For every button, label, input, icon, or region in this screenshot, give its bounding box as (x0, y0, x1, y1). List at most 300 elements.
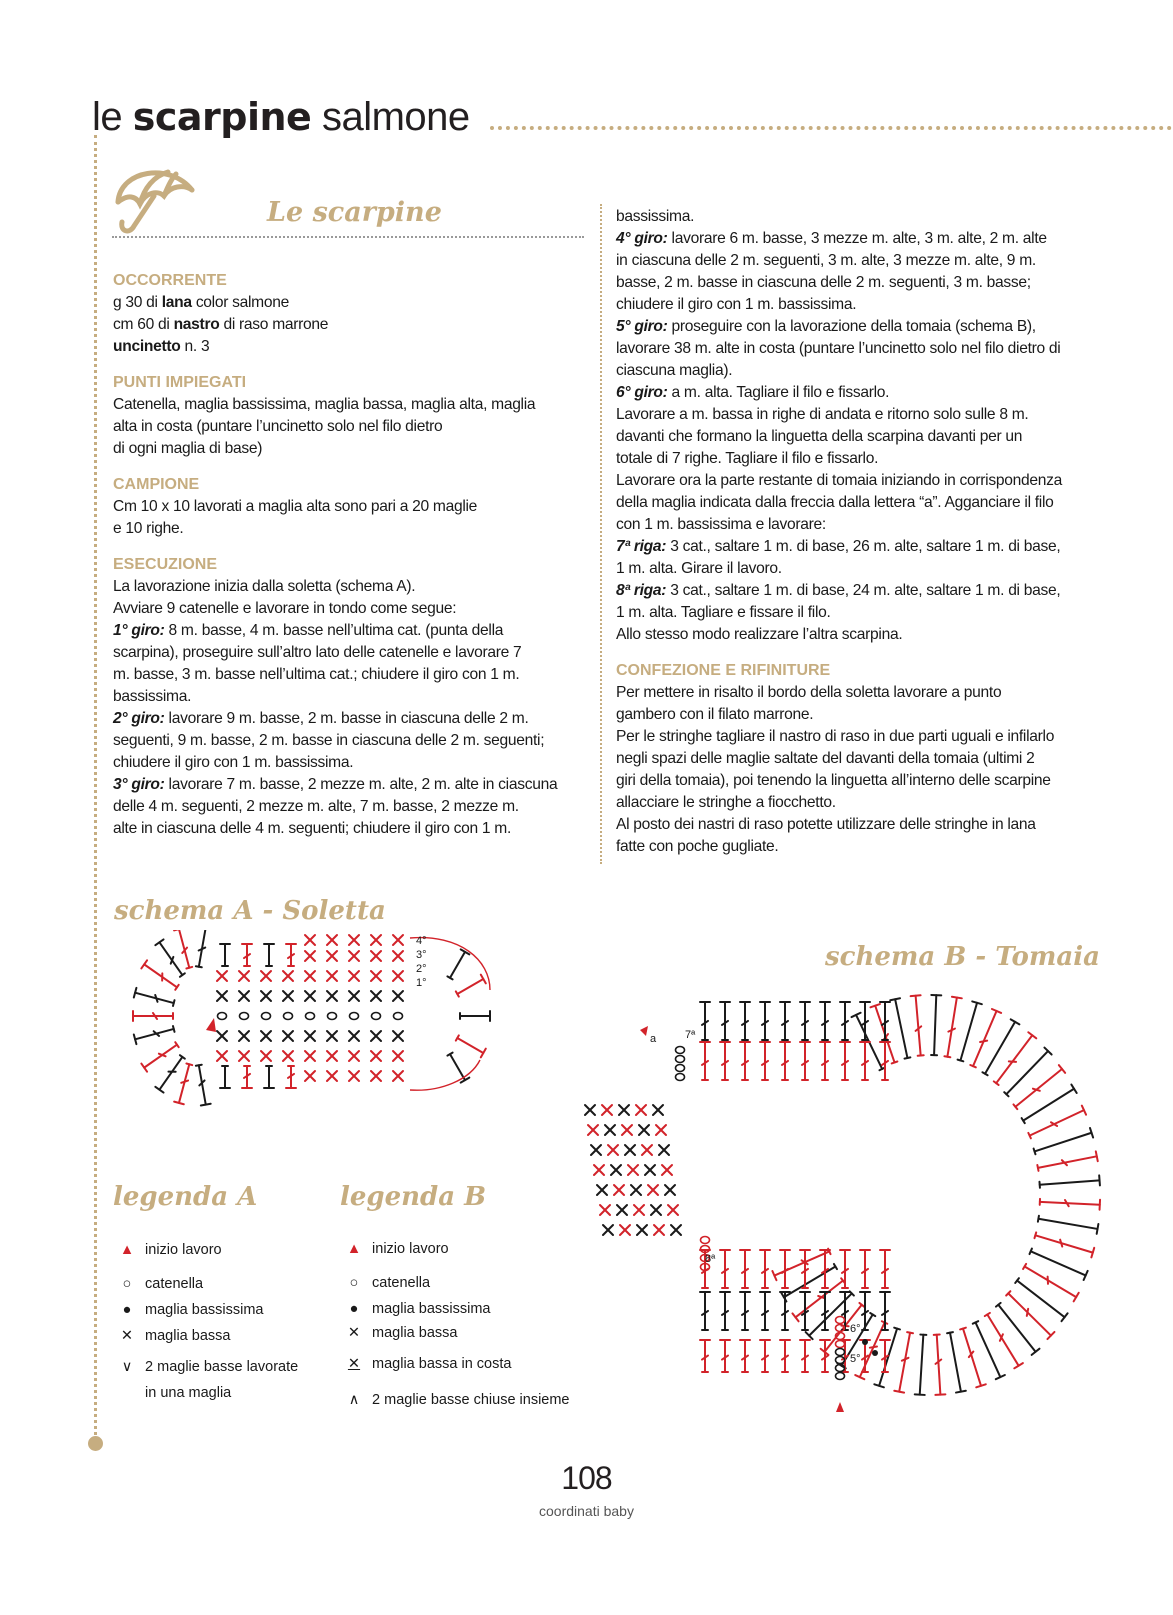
single-crochet-mark (283, 971, 293, 981)
round-label: 4° (416, 935, 427, 947)
double-crochet-mark (760, 1042, 770, 1080)
double-crochet-mark (242, 1066, 252, 1088)
single-crochet-mark (349, 1031, 359, 1041)
double-crochet-mark (800, 1292, 810, 1330)
single-crochet-mark (393, 1031, 403, 1041)
single-crochet-mark (393, 971, 403, 981)
single-crochet-mark (634, 1205, 644, 1215)
double-crochet-mark (860, 1042, 870, 1080)
double-crochet-mark (155, 1054, 186, 1093)
text-line: della maglia indicata dalla freccia dalla lettera “a”. Agganciare il filo (616, 494, 1054, 511)
single-crochet-mark (305, 991, 315, 1001)
confezione-line: allacciare le stringhe a fiocchetto. (616, 794, 836, 811)
confezione-line: giri della tomaia), poi tenendo la linguetta all’interno delle scarpine (616, 772, 1051, 789)
single-crochet-mark (620, 1225, 630, 1235)
text-line: con 1 m. bassissima e lavorare: (616, 516, 826, 533)
double-crochet-mark (890, 998, 912, 1059)
legenda-b-title: legenda B (340, 1182, 487, 1212)
chain-mark (306, 1013, 315, 1020)
row-label: 8ª (705, 1253, 716, 1265)
double-crochet-mark (992, 1032, 1036, 1086)
legend-row: ● maglia bassissima (113, 1300, 264, 1320)
section-divider (112, 236, 584, 238)
double-crochet-mark (194, 1064, 211, 1105)
start-triangle (206, 1018, 216, 1032)
double-crochet-mark (242, 944, 252, 966)
single-crochet-mark (628, 1165, 638, 1175)
round-3-line: 3° giro: lavorare 7 m. basse, 2 mezze m. alte, 2 m. alte in ciascuna (113, 776, 558, 793)
punti-line: Catenella, maglia bassissima, maglia bassa, maglia alta, maglia (113, 396, 536, 413)
single-crochet-mark (662, 1165, 672, 1175)
double-crochet-mark (806, 1290, 856, 1339)
single-crochet-mark (261, 991, 271, 1001)
umbrella-icon (110, 160, 200, 240)
legend-row: ∧ 2 maglie basse chiuse insieme (340, 1390, 570, 1410)
double-crochet-mark (932, 1334, 946, 1394)
book-title: coordinati baby (539, 1503, 634, 1519)
v-icon: ∨ (121, 1359, 133, 1375)
chain-mark (218, 1013, 227, 1020)
double-crochet-mark (194, 930, 211, 968)
single-crochet-mark (349, 1071, 359, 1081)
single-crochet-mark (588, 1125, 598, 1135)
double-crochet-mark (740, 1292, 750, 1330)
double-crochet-mark (983, 1312, 1023, 1368)
single-crochet-mark (594, 1165, 604, 1175)
double-crochet-mark (760, 1340, 770, 1372)
single-crochet-mark (636, 1105, 646, 1115)
esecuzione-line: La lavorazione inizia dalla soletta (schema A). (113, 578, 416, 595)
occorrente-line: cm 60 di nastro di raso marrone (113, 316, 329, 333)
single-crochet-mark (305, 1071, 315, 1081)
single-crochet-mark (637, 1225, 647, 1235)
single-crochet-mark (217, 991, 227, 1001)
single-crochet-mark (671, 1225, 681, 1235)
triangle-icon: ▲ (119, 1242, 135, 1258)
row-8-line: 1 m. alta. Tagliare e fissare il filo. (616, 604, 831, 621)
double-crochet-mark (264, 1066, 274, 1088)
punti-line: alta in costa (puntare l’uncinetto solo nel filo dietro (113, 418, 443, 435)
double-crochet-mark (134, 1024, 175, 1044)
single-crochet-mark (642, 1145, 652, 1155)
round-1-line: m. basse, 3 m. basse nell’ultima cat.; chiudere il giro con 1 m. (113, 666, 520, 683)
chain-mark (836, 1373, 845, 1380)
round-4-line: chiudere il giro con 1 m. bassissima. (616, 296, 857, 313)
double-crochet-mark (780, 1250, 790, 1288)
chain-mark (372, 1013, 381, 1020)
single-crochet-mark (239, 971, 249, 981)
double-crochet-mark (1038, 1214, 1099, 1234)
single-crochet-mark (349, 991, 359, 1001)
legend-row: in una maglia (145, 1385, 232, 1401)
round-2-line: seguenti, 9 m. basse, 2 m. basse in ciascuna delle 2 m. seguenti; (113, 732, 545, 749)
single-crochet-mark (608, 1145, 618, 1155)
single-crochet-mark (283, 991, 293, 1001)
title-divider (490, 126, 1172, 130)
double-crochet-mark (141, 960, 180, 991)
row-label: 7ª (685, 1029, 696, 1041)
single-crochet-mark (327, 1031, 337, 1041)
chain-mark (284, 1013, 293, 1020)
margin-line-end-dot (88, 1436, 103, 1451)
round-label: 2° (416, 963, 427, 975)
chain-mark (676, 1074, 685, 1081)
double-crochet-mark (174, 930, 194, 969)
double-crochet-mark (740, 1250, 750, 1288)
double-crochet-mark (1039, 1175, 1100, 1189)
legend-row: ✕ maglia bassa in costa (340, 1354, 511, 1374)
chain-mark (394, 1013, 403, 1020)
text-line: Lavorare a m. bassa in righe di andata e ritorno solo sulle 8 m. (616, 406, 1029, 423)
occorrente-line: g 30 di lana color salmone (113, 294, 289, 311)
double-crochet-mark (880, 1292, 890, 1330)
single-crochet-mark (217, 971, 227, 981)
double-crochet-mark (155, 939, 186, 978)
schema-a-title: schema A - Soletta (114, 896, 386, 926)
cross-icon: ✕ (120, 1328, 134, 1344)
single-crochet-mark (327, 1071, 337, 1081)
chain-mark (836, 1341, 845, 1348)
double-crochet-mark (820, 1340, 830, 1372)
double-crochet-mark (720, 1340, 730, 1372)
double-crochet-mark (760, 1002, 770, 1040)
single-crochet-mark (349, 1051, 359, 1061)
schema-b-title: schema B - Tomaia (825, 942, 1100, 972)
chain-mark (676, 1047, 685, 1054)
double-crochet-mark (1003, 1048, 1052, 1098)
round-5-line: ciascuna maglia). (616, 362, 733, 379)
double-crochet-mark (942, 997, 961, 1058)
double-crochet-mark (800, 1042, 810, 1080)
round-4-line: in ciascuna delle 2 m. seguenti, 3 m. alte, 3 mezze m. alte, 9 m. (616, 252, 1036, 269)
round-6-line: 6° giro: a m. alta. Tagliare il filo e fissarlo. (616, 384, 890, 401)
single-crochet-mark (668, 1205, 678, 1215)
chain-mark (350, 1013, 359, 1020)
single-crochet-mark (349, 951, 359, 961)
double-crochet-mark (800, 1002, 810, 1040)
legend-row: ○ catenella (340, 1273, 430, 1293)
campione-line: Cm 10 x 10 lavorati a maglia alta sono pari a 20 maglie (113, 498, 478, 515)
single-crochet-mark (622, 1125, 632, 1135)
double-crochet-mark (760, 1292, 770, 1330)
double-crochet-mark (174, 1063, 194, 1104)
text-line: davanti che formano la linguetta della scarpina davanti per un (616, 428, 1023, 445)
double-crochet-mark (740, 1002, 750, 1040)
double-crochet-mark (1034, 1231, 1094, 1258)
punti-line: di ogni maglia di base) (113, 440, 263, 457)
legend-row: ✕ maglia bassa (113, 1326, 230, 1346)
double-crochet-mark (134, 988, 175, 1008)
text-line: Allo stesso modo realizzare l’altra scarpina. (616, 626, 903, 643)
single-crochet-mark (614, 1185, 624, 1195)
single-crochet-mark (327, 951, 337, 961)
double-crochet-mark (800, 1340, 810, 1372)
single-crochet-mark (585, 1105, 595, 1115)
round-5-line: 5° giro: proseguire con la lavorazione della tomaia (schema B), (616, 318, 1036, 335)
legenda-a (113, 1240, 333, 1420)
double-crochet-mark (460, 1011, 490, 1021)
single-crochet-mark (605, 1125, 615, 1135)
legend-row: ✕ maglia bassa (340, 1323, 457, 1343)
double-crochet-mark (929, 995, 941, 1055)
single-crochet-mark (305, 971, 315, 981)
double-crochet-mark (700, 1042, 710, 1080)
double-crochet-mark (220, 944, 230, 966)
margin-dotted-line (94, 135, 97, 1435)
double-crochet-mark (720, 1292, 730, 1330)
double-crochet-mark (780, 1340, 790, 1372)
double-crochet-mark (792, 1277, 846, 1322)
chain-mark (701, 1237, 710, 1244)
round-3-line: delle 4 m. seguenti, 2 mezze m. alte, 7 m. basse, 2 mezze m. (113, 798, 519, 815)
legend-row: ○ catenella (113, 1274, 203, 1294)
double-crochet-mark (780, 1002, 790, 1040)
chain-mark (836, 1349, 845, 1356)
right-column (616, 206, 1096, 858)
single-crochet-mark (217, 1031, 227, 1041)
double-crochet-mark (880, 1340, 890, 1372)
single-crochet-mark (600, 1205, 610, 1215)
occorrente-line: uncinetto n. 3 (113, 338, 210, 355)
chain-mark (676, 1065, 685, 1072)
single-crochet-mark (654, 1225, 664, 1235)
single-crochet-mark (603, 1225, 613, 1235)
double-crochet-mark (860, 1292, 870, 1330)
single-crochet-mark (349, 935, 359, 945)
row-label: 5° (850, 1353, 861, 1365)
double-crochet-mark (840, 1002, 850, 1040)
text-line: bassissima. (616, 208, 695, 225)
single-crochet-mark (349, 971, 359, 981)
confezione-heading: CONFEZIONE E RIFINITURE (616, 662, 831, 679)
single-crochet-mark (371, 991, 381, 1001)
single-crochet-mark (597, 1185, 607, 1195)
single-crochet-mark (283, 1031, 293, 1041)
punti-heading: PUNTI IMPIEGATI (113, 374, 247, 391)
cross-icon: ✕ (347, 1325, 361, 1341)
double-crochet-mark (220, 1066, 230, 1088)
round-4-line: 4° giro: lavorare 6 m. basse, 3 mezze m. alte, 3 m. alte, 2 m. alte (616, 230, 1047, 247)
double-crochet-mark (820, 1042, 830, 1080)
double-crochet-mark (1005, 1290, 1055, 1339)
double-crochet-mark (133, 1011, 173, 1021)
single-crochet-mark (327, 1051, 337, 1061)
row-label: a (650, 1033, 657, 1045)
round-2-line: 2° giro: lavorare 9 m. basse, 2 m. basse in ciascuna delle 2 m. (113, 710, 529, 727)
double-crochet-mark (860, 1002, 870, 1040)
round-1-line: 1° giro: 8 m. basse, 4 m. basse nell’ultima cat. (punta della (113, 622, 504, 639)
single-crochet-mark (651, 1205, 661, 1215)
single-crochet-mark (305, 1031, 315, 1041)
double-crochet-mark (740, 1042, 750, 1080)
row-7-line: 1 m. alta. Girare il lavoro. (616, 560, 782, 577)
campione-heading: CAMPIONE (113, 476, 200, 493)
single-crochet-mark (656, 1125, 666, 1135)
double-crochet-mark (1012, 1065, 1065, 1111)
chain-mark (676, 1056, 685, 1063)
double-crochet-mark (740, 1340, 750, 1372)
legend-row: ▲ inizio lavoro (340, 1239, 449, 1259)
single-crochet-mark (617, 1205, 627, 1215)
single-crochet-mark (371, 1071, 381, 1081)
legenda-a-title: legenda A (113, 1182, 258, 1212)
round-3-line: alte in ciascuna delle 4 m. seguenti; chiudere il giro con 1 m. (113, 820, 512, 837)
cross-underline-icon: ✕ (347, 1356, 361, 1372)
round-2-line: chiudere il giro con 1 m. bassissima. (113, 754, 354, 771)
double-crochet-mark (720, 1250, 730, 1288)
double-crochet-mark (700, 1340, 710, 1372)
legend-row: ● maglia bassissima (340, 1299, 491, 1319)
chain-mark (262, 1013, 271, 1020)
double-crochet-mark (945, 1332, 966, 1393)
single-crochet-mark (239, 1051, 249, 1061)
double-crochet-mark (1027, 1106, 1086, 1141)
double-crochet-mark (915, 1334, 929, 1394)
single-crochet-mark (393, 1051, 403, 1061)
legend-row: ▲ inizio lavoro (113, 1240, 222, 1260)
confezione-line: Per mettere in risalto il bordo della soletta lavorare a punto (616, 684, 1002, 701)
single-crochet-mark (653, 1105, 663, 1115)
circle-icon: ○ (122, 1276, 132, 1292)
double-crochet-mark (720, 1042, 730, 1080)
single-crochet-mark (305, 1051, 315, 1061)
row-7-line: 7ª riga: 3 cat., saltare 1 m. di base, 26 m. alte, saltare 1 m. di base, (616, 538, 1061, 555)
circle-icon: ○ (349, 1275, 359, 1291)
occorrente-heading: OCCORRENTE (113, 272, 227, 289)
legend-row: ∨ 2 maglie basse lavorate (113, 1357, 298, 1377)
single-crochet-mark (619, 1105, 629, 1115)
single-crochet-mark (327, 971, 337, 981)
double-crochet-mark (981, 1019, 1020, 1076)
single-crochet-mark (625, 1145, 635, 1155)
double-crochet-mark (700, 1002, 710, 1040)
esecuzione-heading: ESECUZIONE (113, 556, 218, 573)
double-crochet-mark (286, 944, 296, 966)
single-crochet-mark (261, 1031, 271, 1041)
double-crochet-mark (1033, 1128, 1093, 1156)
chain-mark (328, 1013, 337, 1020)
legenda-b (340, 1239, 600, 1419)
single-crochet-mark (648, 1185, 658, 1195)
single-crochet-mark (371, 1031, 381, 1041)
single-crochet-mark (239, 991, 249, 1001)
dot-icon: ● (349, 1301, 359, 1317)
double-crochet-mark (446, 949, 470, 980)
round-1-line: bassissima. (113, 688, 192, 705)
start-triangle (640, 1026, 648, 1036)
double-crochet-mark (286, 1066, 296, 1088)
dot-icon: ● (122, 1302, 132, 1318)
start-triangle (836, 1402, 844, 1412)
text-line: Lavorare ora la parte restante di tomaia iniziando in corrispondenza (616, 472, 1062, 489)
section-title: Le scarpine (267, 197, 442, 228)
confezione-line: Al posto dei nastri di raso potette utilizzare delle stringhe in lana (616, 816, 1036, 833)
double-crochet-mark (1021, 1085, 1077, 1125)
esecuzione-line: Avviare 9 catenelle e lavorare in tondo come segue: (113, 600, 457, 617)
single-crochet-mark (631, 1185, 641, 1195)
chain-mark (836, 1317, 845, 1324)
single-crochet-mark (591, 1145, 601, 1155)
schema-a-diagram (110, 930, 530, 1150)
double-crochet-mark (820, 1002, 830, 1040)
confezione-line: gambero con il filato marrone. (616, 706, 814, 723)
round-arrow (410, 1060, 480, 1090)
double-crochet-mark (446, 1052, 470, 1083)
double-crochet-mark (1040, 1197, 1100, 1210)
double-crochet-mark (911, 995, 926, 1056)
text-line: totale di 7 righe. Tagliare il filo e fissarlo. (616, 450, 879, 467)
single-crochet-mark (659, 1145, 669, 1155)
column-separator (600, 204, 602, 864)
double-crochet-mark (780, 1042, 790, 1080)
confezione-line: negli spazi delle maglie saltate del davanti della tomaia (ultimi 2 (616, 750, 1035, 767)
single-crochet-mark (665, 1185, 675, 1195)
single-crochet-mark (305, 935, 315, 945)
double-crochet-mark (994, 1302, 1039, 1355)
slip-stitch-mark (862, 1339, 868, 1345)
confezione-line: Per le stringhe tagliare il nastro di raso in due parti uguali e infilarlo (616, 728, 1055, 745)
double-crochet-mark (455, 975, 486, 999)
double-crochet-mark (720, 1002, 730, 1040)
double-crochet-mark (1014, 1277, 1068, 1322)
double-crochet-mark (264, 944, 274, 966)
single-crochet-mark (611, 1165, 621, 1175)
single-crochet-mark (371, 1051, 381, 1061)
chain-mark (240, 1013, 249, 1020)
row-8-line: 8ª riga: 3 cat., saltare 1 m. di base, 24 m. alte, saltare 1 m. di base, (616, 582, 1061, 599)
single-crochet-mark (239, 1031, 249, 1041)
single-crochet-mark (645, 1165, 655, 1175)
left-column (113, 270, 593, 840)
round-5-line: lavorare 38 m. alte in costa (puntare l’uncinetto solo nel filo dietro di (616, 340, 1061, 357)
double-crochet-mark (1037, 1151, 1098, 1172)
single-crochet-mark (261, 971, 271, 981)
slip-stitch-mark (872, 1350, 878, 1356)
double-crochet-mark (860, 1250, 870, 1288)
round-4-line: basse, 2 m. basse in ciascuna delle 2 m. seguenti, 3 m. basse; (616, 274, 1031, 291)
single-crochet-mark (371, 935, 381, 945)
campione-line: e 10 righe. (113, 520, 184, 537)
round-label: 3° (416, 949, 427, 961)
page-number: 108 (561, 1460, 612, 1496)
single-crochet-mark (327, 935, 337, 945)
round-1-line: scarpina), proseguire sull’altro lato delle catenelle e lavorare 7 (113, 644, 522, 661)
single-crochet-mark (393, 1071, 403, 1081)
double-crochet-mark (894, 1332, 915, 1393)
row-label: 6° (850, 1323, 861, 1335)
single-crochet-mark (371, 971, 381, 981)
single-crochet-mark (305, 951, 315, 961)
single-crochet-mark (639, 1125, 649, 1135)
double-crochet-mark (760, 1250, 770, 1288)
single-crochet-mark (217, 1051, 227, 1061)
confezione-line: fatte con poche gugliate. (616, 838, 779, 855)
double-crochet-mark (141, 1041, 180, 1072)
caret-icon: ∧ (348, 1392, 360, 1408)
double-crochet-mark (780, 1292, 790, 1330)
single-crochet-mark (261, 1051, 271, 1061)
round-label: 1° (416, 977, 427, 989)
single-crochet-mark (327, 991, 337, 1001)
double-crochet-mark (700, 1292, 710, 1330)
single-crochet-mark (393, 951, 403, 961)
single-crochet-mark (371, 951, 381, 961)
single-crochet-mark (602, 1105, 612, 1115)
double-crochet-mark (840, 1042, 850, 1080)
triangle-icon: ▲ (346, 1241, 362, 1257)
single-crochet-mark (393, 991, 403, 1001)
double-crochet-mark (455, 1034, 486, 1058)
